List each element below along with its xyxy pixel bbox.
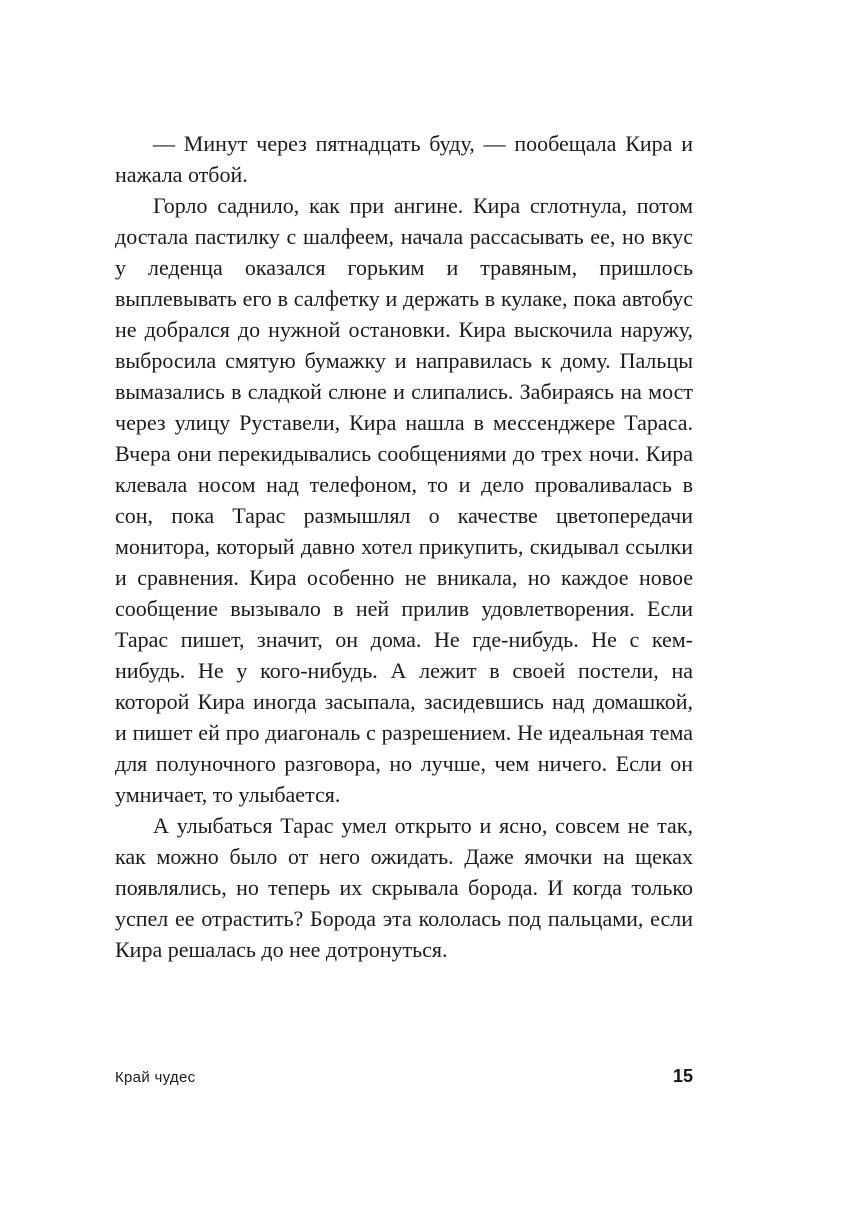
page-content <box>115 0 693 1211</box>
paragraph: Горло саднило, как при ангине. Кира сглотнула, потом достала пастилку с шалфеем, начала рассасывать ее, но вкус у леденца оказался горьким и травяным, пришлось выплевывать его в салфетку и держать в кулаке, пока автобус не добрался до нужной остановки. Кира выскочила наружу, выбросила смятую бумажку и направилась к дому. Пальцы вымазались в сладкой слюне и слипались. Забираясь на мост через улицу Руставели, Кира нашла в мессенджере Тараса. Вчера они перекидывались сообщениями до трех ночи. Кира клевала носом над телефоном, то и дело проваливалась в сон, пока Тарас размышлял о качестве цветопередачи монитора, который давно хотел прикупить, скидывал ссылки и сравнения. Кира особенно не вникала, но каждое новое сообщение вызывало в ней прилив удовлетворения. Если Тарас пишет, значит, он дома. Не где-нибудь. Не с кем-нибудь. Не у кого-нибудь. А лежит в своей постели, на которой Кира иногда засыпала, засидевшись над домашкой, и пишет ей про диагональ с разрешением. Не идеальная тема для полуночного разговора, но лучше, чем ничего. Если он умничает, то улыбается. <box>115 193 693 807</box>
running-title: Край чудес <box>115 1069 196 1086</box>
paragraph: — Минут через пятнадцать буду, — пообещала Кира и нажала отбой. <box>115 131 693 187</box>
body-text <box>115 0 693 965</box>
paragraph: А улыбаться Тарас умел открыто и ясно, совсем не так, как можно было от него ожидать. Даже ямочки на щеках появлялись, но теперь их скрывала борода. И когда только успел ее отрастить? Борода эта кололась под пальцами, если Кира решалась до нее дотронуться. <box>115 813 693 962</box>
page-footer <box>115 1066 693 1087</box>
page-number: 15 <box>672 1066 693 1086</box>
